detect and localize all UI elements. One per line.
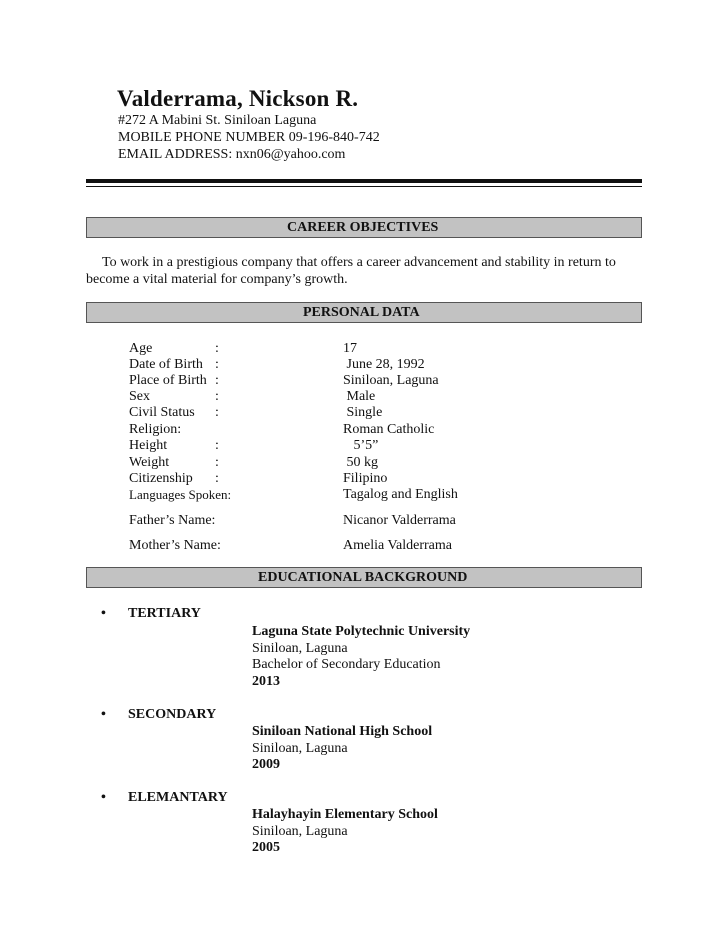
field-colon: :	[215, 341, 219, 356]
personal-row-languages	[0, 486, 728, 503]
field-label: Citizenship	[129, 471, 193, 486]
email-line: EMAIL ADDRESS: nxn06@yahoo.com	[118, 147, 346, 162]
field-colon: :	[215, 373, 219, 388]
applicant-name: Valderrama, Nickson R.	[117, 86, 359, 111]
bullet-icon: •	[101, 606, 106, 621]
field-value: 50 kg	[343, 455, 378, 470]
field-colon: :	[215, 438, 219, 453]
field-label: Place of Birth	[129, 373, 207, 388]
personal-row-religion	[0, 421, 728, 438]
field-value: Filipino	[343, 471, 388, 486]
career-objective-line-1: To work in a prestigious company that offers a career advancement and stability in return to	[102, 255, 616, 270]
career-objective-line-2: become a vital material for company’s growth.	[86, 272, 348, 287]
personal-row-citizenship	[0, 470, 728, 487]
field-colon: :	[215, 405, 219, 420]
personal-row-place-of-birth	[0, 372, 728, 389]
secondary-school: Siniloan National High School	[252, 724, 433, 739]
personal-row-sex	[0, 388, 728, 405]
field-label: Mother’s Name:	[129, 538, 221, 553]
education-level-elementary: ELEMANTARY	[128, 790, 228, 805]
bullet-icon: •	[101, 790, 106, 805]
field-label: Age	[129, 341, 153, 356]
personal-row-date-of-birth	[0, 356, 728, 373]
career-objectives-header	[86, 217, 642, 238]
field-colon: :	[215, 471, 219, 486]
bullet-icon: •	[101, 707, 106, 722]
tertiary-year: 2013	[252, 674, 280, 689]
secondary-year: 2009	[252, 757, 280, 772]
header-divider-thick	[86, 179, 642, 183]
tertiary-place: Siniloan, Laguna	[252, 641, 348, 656]
field-value: 17	[343, 341, 357, 356]
field-colon: :	[215, 357, 219, 372]
educational-background-title: EDUCATIONAL BACKGROUND	[258, 570, 468, 585]
field-label: Father’s Name:	[129, 513, 216, 528]
tertiary-course: Bachelor of Secondary Education	[252, 657, 441, 672]
field-value: Amelia Valderrama	[343, 538, 452, 553]
field-value: Roman Catholic	[343, 422, 435, 437]
personal-data-title: PERSONAL DATA	[303, 305, 420, 320]
field-label: Height	[129, 438, 168, 453]
personal-row-age	[0, 340, 728, 357]
field-value: Male	[343, 389, 376, 404]
field-label: Languages Spoken:	[129, 487, 232, 502]
field-value: Siniloan, Laguna	[343, 373, 439, 388]
field-label: Date of Birth	[129, 357, 203, 372]
field-value: Nicanor Valderrama	[343, 513, 456, 528]
personal-row-father	[0, 512, 728, 529]
header-divider-thin	[86, 186, 642, 187]
educational-background-header	[86, 567, 642, 588]
field-value: 5’5”	[343, 438, 379, 453]
field-colon: :	[215, 389, 219, 404]
field-label: Civil Status	[129, 405, 195, 420]
field-colon: :	[215, 455, 219, 470]
mobile-line: MOBILE PHONE NUMBER 09-196-840-742	[118, 130, 380, 145]
field-label: Religion:	[129, 422, 182, 437]
personal-row-mother	[0, 537, 728, 554]
education-level-secondary: SECONDARY	[128, 707, 217, 722]
field-label: Weight	[129, 455, 170, 470]
field-label: Sex	[129, 389, 150, 404]
field-value: June 28, 1992	[343, 357, 425, 372]
elementary-year: 2005	[252, 840, 280, 855]
personal-row-civil-status	[0, 404, 728, 421]
field-value: Tagalog and English	[343, 487, 458, 502]
address-line: #272 A Mabini St. Siniloan Laguna	[118, 113, 317, 128]
personal-row-height	[0, 437, 728, 454]
personal-row-weight	[0, 454, 728, 471]
career-objectives-title: CAREER OBJECTIVES	[287, 220, 439, 235]
field-value: Single	[343, 405, 383, 420]
education-level-tertiary: TERTIARY	[128, 606, 201, 621]
elementary-school: Halayhayin Elementary School	[252, 807, 438, 822]
personal-data-header	[86, 302, 642, 323]
secondary-place: Siniloan, Laguna	[252, 741, 348, 756]
tertiary-school: Laguna State Polytechnic University	[252, 624, 471, 639]
elementary-place: Siniloan, Laguna	[252, 824, 348, 839]
